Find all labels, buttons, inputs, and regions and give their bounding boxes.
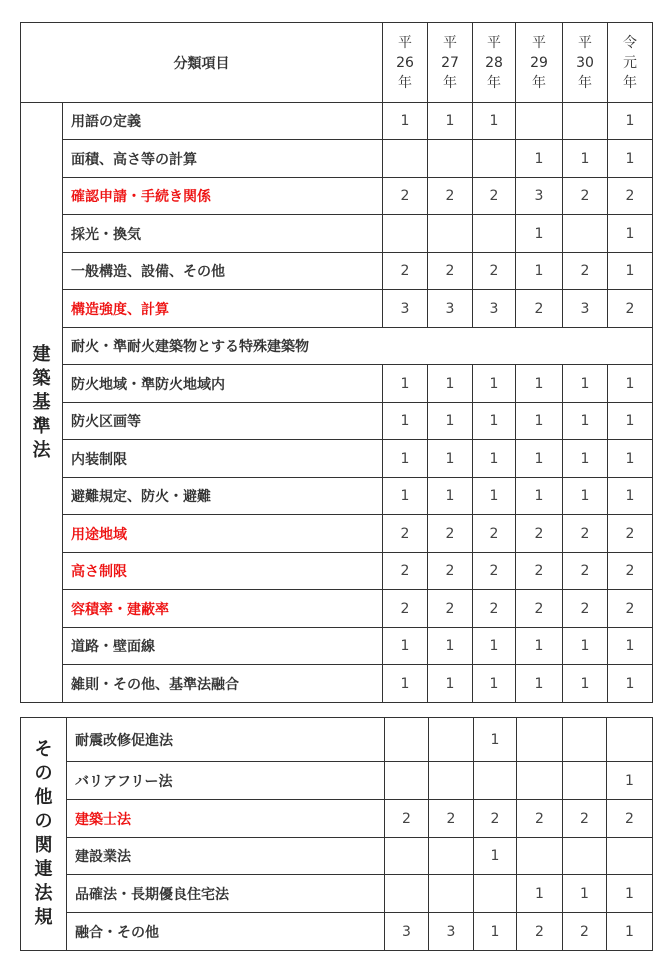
count-cell: 1 bbox=[473, 665, 516, 703]
row-label: 融合・その他 bbox=[67, 913, 385, 951]
count-cell bbox=[517, 762, 563, 800]
count-cell bbox=[473, 215, 516, 253]
count-cell: 1 bbox=[607, 913, 653, 951]
category-char: 連 bbox=[34, 859, 53, 880]
count-cell bbox=[516, 103, 563, 140]
count-cell: 1 bbox=[563, 403, 608, 440]
count-cell: 3 bbox=[383, 290, 428, 328]
count-cell: 2 bbox=[429, 800, 474, 838]
table-row bbox=[21, 253, 653, 290]
table-row bbox=[21, 838, 653, 875]
count-cell bbox=[474, 762, 517, 800]
row-label: 品確法・長期優良住宅法 bbox=[67, 875, 385, 913]
count-cell: 1 bbox=[473, 365, 516, 403]
count-cell: 1 bbox=[428, 365, 473, 403]
row-label: 内装制限 bbox=[63, 440, 383, 478]
count-cell: 2 bbox=[608, 178, 653, 215]
count-cell: 1 bbox=[608, 403, 653, 440]
table-row bbox=[21, 762, 653, 800]
count-cell: 2 bbox=[516, 515, 563, 553]
count-cell: 1 bbox=[516, 478, 563, 515]
count-cell: 1 bbox=[428, 403, 473, 440]
count-cell bbox=[473, 140, 516, 178]
count-cell: 1 bbox=[563, 478, 608, 515]
count-cell: 1 bbox=[383, 365, 428, 403]
category-label bbox=[21, 103, 63, 703]
count-cell: 1 bbox=[563, 628, 608, 665]
category-char: 基 bbox=[32, 391, 51, 413]
header-year: 平 30 年 bbox=[563, 23, 608, 103]
table-row bbox=[21, 478, 653, 515]
table-row bbox=[21, 628, 653, 665]
count-cell: 1 bbox=[473, 403, 516, 440]
count-cell: 2 bbox=[383, 590, 428, 628]
count-cell bbox=[385, 718, 429, 762]
category-char: 築 bbox=[32, 367, 51, 389]
category-char: 準 bbox=[32, 415, 51, 437]
count-cell: 2 bbox=[563, 590, 608, 628]
row-label: 構造強度、計算 bbox=[63, 290, 383, 328]
category-char: 法 bbox=[32, 439, 51, 461]
count-cell: 1 bbox=[608, 103, 653, 140]
count-cell: 1 bbox=[608, 665, 653, 703]
row-label: 建設業法 bbox=[67, 838, 385, 875]
count-cell: 2 bbox=[473, 178, 516, 215]
count-cell: 2 bbox=[608, 515, 653, 553]
row-label: 避難規定、防火・避難 bbox=[63, 478, 383, 515]
table-row bbox=[21, 590, 653, 628]
row-label: 雑則・その他、基準法融合 bbox=[63, 665, 383, 703]
table-row bbox=[21, 328, 653, 365]
count-cell bbox=[474, 875, 517, 913]
count-cell: 1 bbox=[474, 718, 517, 762]
count-cell: 1 bbox=[383, 665, 428, 703]
count-cell: 1 bbox=[516, 403, 563, 440]
count-cell: 1 bbox=[608, 253, 653, 290]
count-cell: 1 bbox=[607, 762, 653, 800]
header-row bbox=[21, 23, 653, 103]
count-cell: 2 bbox=[607, 800, 653, 838]
table-row bbox=[21, 178, 653, 215]
row-label: 耐震改修促進法 bbox=[67, 718, 385, 762]
count-cell: 2 bbox=[428, 253, 473, 290]
count-cell: 1 bbox=[474, 913, 517, 951]
count-cell: 2 bbox=[516, 590, 563, 628]
row-label: 用途地域 bbox=[63, 515, 383, 553]
count-cell: 1 bbox=[473, 628, 516, 665]
count-cell: 1 bbox=[607, 875, 653, 913]
category-char: そ bbox=[34, 739, 53, 760]
row-label: 耐火・準耐火建築物とする特殊建築物 bbox=[63, 328, 653, 365]
count-cell: 1 bbox=[608, 365, 653, 403]
count-cell bbox=[563, 718, 607, 762]
count-cell: 2 bbox=[383, 553, 428, 590]
header-year: 令 元 年 bbox=[608, 23, 653, 103]
table-row bbox=[21, 718, 653, 762]
count-cell: 1 bbox=[383, 103, 428, 140]
row-label: 高さ制限 bbox=[63, 553, 383, 590]
table-row bbox=[21, 215, 653, 253]
count-cell: 2 bbox=[563, 515, 608, 553]
row-label: 道路・壁面線 bbox=[63, 628, 383, 665]
count-cell: 1 bbox=[608, 140, 653, 178]
count-cell bbox=[428, 215, 473, 253]
table-row bbox=[21, 440, 653, 478]
count-cell bbox=[429, 718, 474, 762]
count-cell: 2 bbox=[608, 590, 653, 628]
table-row bbox=[21, 103, 653, 140]
count-cell: 2 bbox=[383, 178, 428, 215]
count-cell: 1 bbox=[428, 478, 473, 515]
count-cell bbox=[517, 718, 563, 762]
table-row bbox=[21, 875, 653, 913]
table-body bbox=[21, 103, 653, 703]
count-cell: 2 bbox=[473, 590, 516, 628]
table-row bbox=[21, 913, 653, 951]
row-label: 防火地域・準防火地域内 bbox=[63, 365, 383, 403]
header-title: 分類項目 bbox=[21, 23, 383, 103]
count-cell bbox=[429, 762, 474, 800]
count-cell bbox=[385, 875, 429, 913]
count-cell: 2 bbox=[563, 553, 608, 590]
count-cell: 1 bbox=[428, 665, 473, 703]
count-cell: 2 bbox=[517, 913, 563, 951]
count-cell: 3 bbox=[385, 913, 429, 951]
count-cell: 2 bbox=[563, 800, 607, 838]
table-row bbox=[21, 553, 653, 590]
row-label: 一般構造、設備、その他 bbox=[63, 253, 383, 290]
count-cell: 2 bbox=[473, 553, 516, 590]
category-char: 建 bbox=[32, 343, 51, 365]
count-cell: 1 bbox=[608, 628, 653, 665]
count-cell: 1 bbox=[516, 215, 563, 253]
count-cell: 2 bbox=[383, 515, 428, 553]
count-cell: 2 bbox=[563, 178, 608, 215]
table-row bbox=[21, 290, 653, 328]
count-cell: 2 bbox=[474, 800, 517, 838]
row-label: バリアフリー法 bbox=[67, 762, 385, 800]
count-cell: 1 bbox=[516, 140, 563, 178]
count-cell: 1 bbox=[608, 478, 653, 515]
count-cell: 2 bbox=[428, 515, 473, 553]
count-cell: 1 bbox=[563, 365, 608, 403]
count-cell: 1 bbox=[428, 628, 473, 665]
count-cell: 1 bbox=[473, 440, 516, 478]
count-cell: 2 bbox=[608, 553, 653, 590]
count-cell: 1 bbox=[516, 440, 563, 478]
header-year: 平 29 年 bbox=[516, 23, 563, 103]
count-cell: 1 bbox=[473, 478, 516, 515]
count-cell bbox=[607, 718, 653, 762]
count-cell bbox=[563, 838, 607, 875]
row-label: 防火区画等 bbox=[63, 403, 383, 440]
category-label bbox=[21, 718, 67, 951]
count-cell bbox=[563, 215, 608, 253]
header-year: 平 27 年 bbox=[428, 23, 473, 103]
count-cell: 2 bbox=[428, 553, 473, 590]
count-cell bbox=[383, 215, 428, 253]
row-label: 容積率・建蔽率 bbox=[63, 590, 383, 628]
count-cell: 1 bbox=[383, 403, 428, 440]
table-row bbox=[21, 515, 653, 553]
count-cell: 1 bbox=[516, 365, 563, 403]
header-year: 平 26 年 bbox=[383, 23, 428, 103]
count-cell: 2 bbox=[608, 290, 653, 328]
row-label: 用語の定義 bbox=[63, 103, 383, 140]
count-cell: 3 bbox=[429, 913, 474, 951]
law-table-related-laws bbox=[20, 717, 653, 951]
count-cell: 1 bbox=[473, 103, 516, 140]
row-label: 建築士法 bbox=[67, 800, 385, 838]
count-cell bbox=[429, 875, 474, 913]
row-label: 面積、高さ等の計算 bbox=[63, 140, 383, 178]
count-cell bbox=[385, 838, 429, 875]
table-row bbox=[21, 365, 653, 403]
count-cell bbox=[563, 103, 608, 140]
row-label: 採光・換気 bbox=[63, 215, 383, 253]
count-cell bbox=[607, 838, 653, 875]
table-row bbox=[21, 403, 653, 440]
count-cell: 1 bbox=[608, 440, 653, 478]
count-cell bbox=[517, 838, 563, 875]
count-cell bbox=[385, 762, 429, 800]
table-body bbox=[21, 718, 653, 951]
count-cell: 2 bbox=[385, 800, 429, 838]
count-cell: 3 bbox=[473, 290, 516, 328]
category-char: の bbox=[34, 763, 53, 784]
count-cell: 1 bbox=[517, 875, 563, 913]
count-cell: 2 bbox=[516, 290, 563, 328]
count-cell: 2 bbox=[428, 590, 473, 628]
count-cell: 2 bbox=[517, 800, 563, 838]
table-row bbox=[21, 665, 653, 703]
count-cell: 1 bbox=[563, 875, 607, 913]
category-char: 規 bbox=[34, 907, 53, 928]
count-cell bbox=[383, 140, 428, 178]
count-cell bbox=[563, 762, 607, 800]
count-cell: 1 bbox=[608, 215, 653, 253]
count-cell: 2 bbox=[473, 253, 516, 290]
category-char: 他 bbox=[34, 787, 53, 808]
table-row bbox=[21, 800, 653, 838]
category-char: の bbox=[34, 811, 53, 832]
law-table-building-standards bbox=[20, 22, 653, 703]
count-cell: 1 bbox=[516, 628, 563, 665]
count-cell: 1 bbox=[383, 440, 428, 478]
count-cell: 1 bbox=[516, 253, 563, 290]
count-cell: 1 bbox=[563, 140, 608, 178]
count-cell: 1 bbox=[383, 628, 428, 665]
category-char: 法 bbox=[34, 883, 53, 904]
count-cell: 3 bbox=[428, 290, 473, 328]
count-cell: 3 bbox=[516, 178, 563, 215]
count-cell: 2 bbox=[428, 178, 473, 215]
count-cell: 1 bbox=[428, 103, 473, 140]
count-cell: 3 bbox=[563, 290, 608, 328]
count-cell: 2 bbox=[563, 253, 608, 290]
row-label: 確認申請・手続き関係 bbox=[63, 178, 383, 215]
count-cell: 2 bbox=[516, 553, 563, 590]
count-cell: 1 bbox=[563, 440, 608, 478]
header-year: 平 28 年 bbox=[473, 23, 516, 103]
count-cell: 1 bbox=[428, 440, 473, 478]
count-cell bbox=[428, 140, 473, 178]
count-cell: 2 bbox=[563, 913, 607, 951]
category-char: 関 bbox=[34, 835, 53, 856]
count-cell bbox=[429, 838, 474, 875]
count-cell: 1 bbox=[383, 478, 428, 515]
table-row bbox=[21, 140, 653, 178]
count-cell: 2 bbox=[383, 253, 428, 290]
count-cell: 1 bbox=[474, 838, 517, 875]
count-cell: 2 bbox=[473, 515, 516, 553]
count-cell: 1 bbox=[516, 665, 563, 703]
count-cell: 1 bbox=[563, 665, 608, 703]
